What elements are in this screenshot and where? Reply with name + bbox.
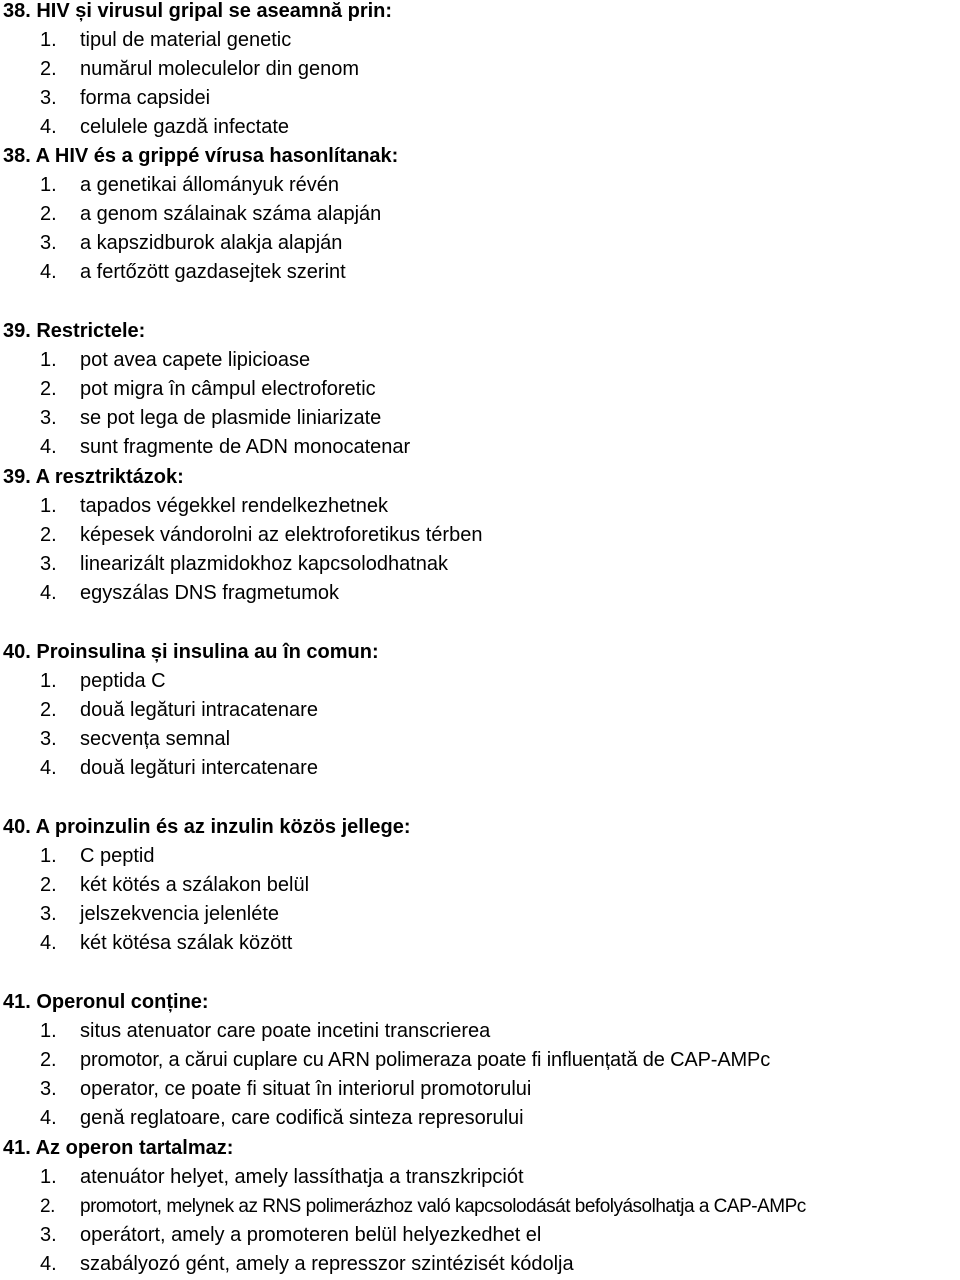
option-number: 1. [40,495,57,517]
option-text: pot avea capete lipicioase [80,349,311,371]
option-number: 1. [40,670,57,692]
option-text: forma capsidei [80,87,211,109]
option-text: szabályozó gént, amely a represszor szintézisét kódolja [80,1253,574,1275]
answer-option [40,1221,541,1250]
question-title: 39. A resztriktázok: [3,466,184,488]
option-number: 4. [40,582,57,604]
option-number: 3. [40,903,57,925]
option-number: 3. [40,232,57,254]
answer-option [40,258,346,287]
option-number: 3. [40,1078,57,1100]
option-number: 4. [40,1253,57,1275]
option-number: 4. [40,1107,57,1129]
option-number: 2. [40,58,57,80]
option-text: C peptid [80,845,155,867]
answer-option [40,55,359,84]
option-number: 3. [40,87,57,109]
answer-option [40,550,448,579]
answer-option [40,1104,524,1133]
option-text: două legături intercatenare [80,757,318,779]
answer-option [40,521,482,550]
option-text: tipul de material genetic [80,29,292,51]
option-text: sunt fragmente de ADN monocatenar [80,436,411,458]
question-title: 41. Az operon tartalmaz: [3,1137,234,1159]
option-text: numărul moleculelor din genom [80,58,360,80]
option-number: 1. [40,1020,57,1042]
answer-option [40,346,310,375]
option-text: se pot lega de plasmide liniarizate [80,407,382,429]
option-text: tapados végekkel rendelkezhetnek [80,495,388,517]
option-number: 3. [40,553,57,575]
option-number: 3. [40,1224,57,1246]
option-number: 1. [40,349,57,371]
option-number: 4. [40,116,57,138]
option-number: 3. [40,407,57,429]
answer-option [40,754,318,783]
answer-option [40,26,291,55]
option-text: promotor, a cărui cuplare cu ARN polimeraza poate fi influențată de CAP-AMPc [80,1049,771,1071]
answer-option [40,492,388,521]
answer-option [40,696,318,725]
answer-option [40,900,279,929]
answer-option [40,1192,806,1221]
question-title: 38. HIV și virusul gripal se aseamnă prin: [3,0,393,22]
option-text: pot migra în câmpul electroforetic [80,378,376,400]
answer-option [40,842,155,871]
option-number: 1. [40,845,57,867]
option-number: 4. [40,757,57,779]
answer-option [40,200,381,229]
question-title: 41. Operonul conține: [3,991,209,1013]
question-title: 40. A proinzulin és az inzulin közös jellege: [3,816,411,838]
option-number: 2. [40,1049,57,1071]
option-text: situs atenuator care poate incetini transcrierea [80,1020,491,1042]
option-number: 4. [40,932,57,954]
option-text: a genom szálainak száma alapján [80,203,382,225]
answer-option [40,871,309,900]
answer-option [40,1046,770,1075]
option-text: promotort, melynek az RNS polimerázhoz való kapcsolodását befolyásolhatja a CAP-AMPc [80,1196,806,1217]
option-number: 1. [40,1166,57,1188]
question-title: 38. A HIV és a grippé vírusa hasonlítanak: [3,145,399,167]
option-number: 1. [40,29,57,51]
answer-option [40,1250,574,1279]
option-number: 2. [40,699,57,721]
answer-option [40,1075,531,1104]
option-number: 2. [40,874,57,896]
option-text: két kötésa szálak között [80,932,293,954]
option-text: képesek vándorolni az elektroforetikus térben [80,524,483,546]
answer-option [40,725,230,754]
answer-option [40,1163,524,1192]
option-text: a kapszidburok alakja alapján [80,232,343,254]
option-number: 2. [40,203,57,225]
option-number: 3. [40,728,57,750]
answer-option [40,229,342,258]
option-text: două legături intracatenare [80,699,318,721]
answer-option [40,579,339,608]
option-text: genă reglatoare, care codifică sinteza represorului [80,1107,524,1129]
answer-option [40,433,410,462]
option-text: a fertőzött gazdasejtek szerint [80,261,346,283]
option-text: secvența semnal [80,728,231,750]
answer-option [40,1017,490,1046]
option-text: operátort, amely a promoteren belül helyezkedhet el [80,1224,542,1246]
option-number: 2. [40,378,57,400]
option-text: a genetikai állományuk révén [80,174,340,196]
option-text: operator, ce poate fi situat în interiorul promotorului [80,1078,532,1100]
question-title: 39. Restrictele: [3,320,146,342]
option-text: két kötés a szálakon belül [80,874,310,896]
answer-option [40,84,210,113]
option-number: 2. [40,524,57,546]
answer-option [40,113,289,142]
answer-option [40,404,381,433]
answer-option [40,667,166,696]
option-number: 4. [40,261,57,283]
option-text: egyszálas DNS fragmetumok [80,582,339,604]
question-title: 40. Proinsulina și insulina au în comun: [3,641,379,663]
option-text: peptida C [80,670,166,692]
answer-option [40,171,339,200]
answer-option [40,375,376,404]
option-number: 1. [40,174,57,196]
option-number: 2. [40,1196,55,1217]
option-text: celulele gazdă infectate [80,116,290,138]
answer-option [40,929,292,958]
option-text: jelszekvencia jelenléte [80,903,280,925]
option-text: linearizált plazmidokhoz kapcsolodhatnak [80,553,448,575]
option-number: 4. [40,436,57,458]
option-text: atenuátor helyet, amely lassíthatja a transzkripciót [80,1166,524,1188]
